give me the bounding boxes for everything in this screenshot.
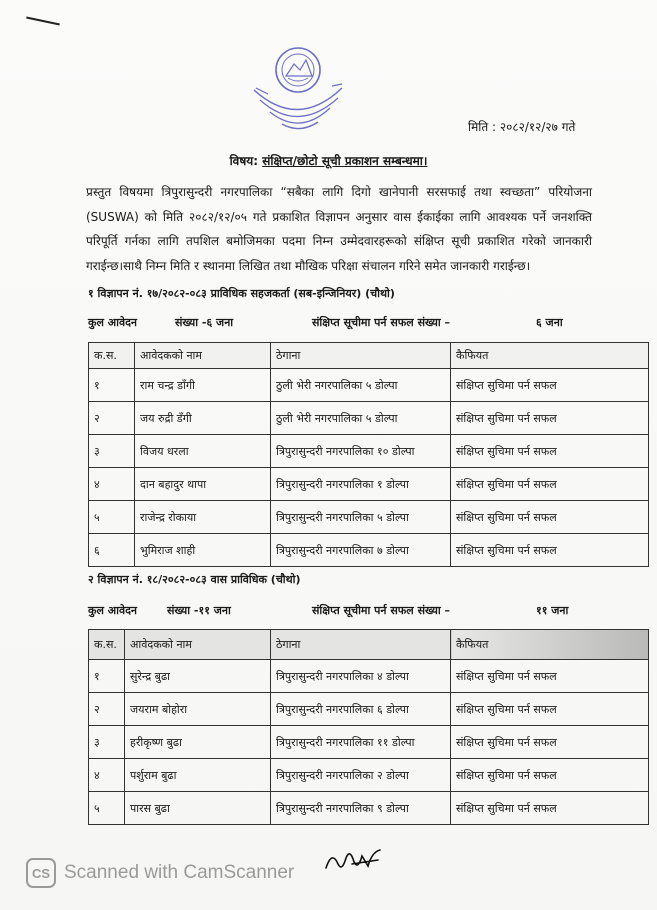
applicant-address: त्रिपुरासुन्दरी नगरपालिका ४ डोल्पा: [271, 660, 451, 693]
section-2-title: २ विज्ञापन नं. १८/२०८२-०८३ वास प्राविधिक (चौथो): [88, 573, 301, 586]
applicant-name: भुमिराज शाही: [135, 534, 271, 567]
camscanner-watermark: [26, 858, 294, 888]
row-serial: २: [89, 402, 135, 435]
row-serial: २: [89, 693, 125, 726]
table-row: [89, 501, 649, 534]
table-row: [89, 660, 649, 693]
table-row: [89, 435, 649, 468]
applicant-address: त्रिपुरासुन्दरी नगरपालिका ९ डोल्पा: [271, 792, 451, 825]
applicant-address: ठुली भेरी नगरपालिका ५ डोल्पा: [271, 369, 451, 402]
row-serial: ४: [89, 759, 125, 792]
section-1-total-label: कुल आवेदन: [88, 316, 138, 329]
section-2-total-label: कुल आवेदन: [88, 604, 138, 617]
applicant-address: त्रिपुरासुन्दरी नगरपालिका १० डोल्पा: [271, 435, 451, 468]
section-2-success-value: ११ जना: [536, 604, 569, 617]
remarks: संक्षिप्त सुचिमा पर्न सफल: [451, 501, 649, 534]
section-2-success-label: संक्षिप्त सूचीमा पर्न सफल संख्या –: [312, 604, 451, 617]
subject-prefix: विषय:: [229, 154, 259, 168]
applicant-name: पर्शुराम बुढा: [125, 759, 271, 792]
remarks: संक्षिप्त सुचिमा पर्न सफल: [451, 693, 649, 726]
row-serial: ५: [89, 792, 125, 825]
row-serial: ३: [89, 726, 125, 759]
table-header-row: [89, 630, 649, 660]
column-header: क.स.: [89, 343, 135, 369]
applicant-name: हरीकृष्ण बुढा: [125, 726, 271, 759]
section-1-success-value: ६ जना: [536, 316, 563, 329]
date-text: मिति : २०८२/१२/२७ गते: [468, 120, 576, 134]
subject-text: संक्षिप्त/छोटो सूची प्रकाशन सम्बन्धमा।: [262, 154, 428, 168]
applicant-name: सुरेन्द्र बुढा: [125, 660, 271, 693]
row-serial: ६: [89, 534, 135, 567]
column-header: आवेदकको नाम: [135, 343, 271, 369]
row-serial: १: [89, 660, 125, 693]
camscanner-logo-icon: CS: [26, 858, 56, 888]
table-row: [89, 369, 649, 402]
row-serial: ३: [89, 435, 135, 468]
column-header: आवेदकको नाम: [125, 630, 271, 660]
applicant-address: त्रिपुरासुन्दरी नगरपालिका ५ डोल्पा: [271, 501, 451, 534]
remarks: संक्षिप्त सुचिमा पर्न सफल: [451, 759, 649, 792]
applicant-address: ठुली भेरी नगरपालिका ५ डोल्पा: [271, 402, 451, 435]
table-row: [89, 759, 649, 792]
table-row: [89, 693, 649, 726]
table-row: [89, 402, 649, 435]
table-row: [89, 534, 649, 567]
signature-icon: [322, 842, 386, 876]
applicant-address: त्रिपुरासुन्दरी नगरपालिका १ डोल्पा: [271, 468, 451, 501]
remarks: संक्षिप्त सुचिमा पर्न सफल: [451, 402, 649, 435]
watermark-text: Scanned with CamScanner: [64, 862, 295, 883]
remarks: संक्षिप्त सुचिमा पर्न सफल: [451, 726, 649, 759]
applicant-name: विजय धरला: [135, 435, 271, 468]
section-2-table: [88, 629, 649, 825]
remarks: संक्षिप्त सुचिमा पर्न सफल: [451, 534, 649, 567]
table-row: [89, 726, 649, 759]
applicant-name: राम चन्द्र डाँगी: [135, 369, 271, 402]
municipality-seal-icon: [248, 38, 348, 136]
section-1-table: [88, 342, 649, 567]
applicant-name: पारस बुढा: [125, 792, 271, 825]
remarks: संक्षिप्त सुचिमा पर्न सफल: [451, 792, 649, 825]
column-header: ठेगाना: [271, 630, 451, 660]
remarks: संक्षिप्त सुचिमा पर्न सफल: [451, 660, 649, 693]
column-header: कैफियत: [451, 630, 649, 660]
section-1-total-value: संख्या -६ जना: [175, 316, 234, 329]
applicant-name: दान बहादुर थापा: [135, 468, 271, 501]
table-row: [89, 468, 649, 501]
table-row: [89, 792, 649, 825]
column-header: क.स.: [89, 630, 125, 660]
column-header: कैफियत: [451, 343, 649, 369]
applicant-name: जयराम बोहोरा: [125, 693, 271, 726]
column-header: ठेगाना: [271, 343, 451, 369]
applicant-address: त्रिपुरासुन्दरी नगरपालिका ६ डोल्पा: [271, 693, 451, 726]
body-paragraph: प्रस्तुत विषयमा त्रिपुरासुन्दरी नगरपालिका “सबैका लागि दिगो खानेपानी सरसफाई तथा स्वच्छता” परियोजना (SUSWA) को मिति २०८२/१२/०५ गते प्रकाशित विज्ञापन अनुसार वास ईकाईका लागि आवश्यक पर्ने जनशक्ति परिपूर्ति गर्नका लागि तपशिल बमोजिमका पदमा निम्न उम्मेदवारहरूको संक्षिप्त सूची प्रकाशित गरेको जानकारी गराईन्छ।साथै निम्न मिति र स्थानमा लिखित तथा मौखिक परिक्षा संचालन गरिने समेत जानकारी गराईन्छ।: [86, 185, 592, 273]
table-header-row: [89, 343, 649, 369]
applicant-name: जय रुद्री डँगी: [135, 402, 271, 435]
subject-line: [0, 152, 657, 169]
applicant-address: त्रिपुरासुन्दरी नगरपालिका २ डोल्पा: [271, 759, 451, 792]
remarks: संक्षिप्त सुचिमा पर्न सफल: [451, 369, 649, 402]
remarks: संक्षिप्त सुचिमा पर्न सफल: [451, 435, 649, 468]
applicant-name: राजेन्द्र रोकाया: [135, 501, 271, 534]
section-1-title: १ विज्ञापन नं. १७/२०८२-०८३ प्राविधिक सहजकर्ता (सब-इन्जिनियर) (चौथो): [88, 287, 395, 300]
row-serial: १: [89, 369, 135, 402]
remarks: संक्षिप्त सुचिमा पर्न सफल: [451, 468, 649, 501]
row-serial: ४: [89, 468, 135, 501]
row-serial: ५: [89, 501, 135, 534]
section-1-success-label: संक्षिप्त सूचीमा पर्न सफल संख्या –: [312, 316, 451, 329]
section-2-total-value: संख्या -११ जना: [167, 604, 231, 617]
applicant-address: त्रिपुरासुन्दरी नगरपालिका ११ डोल्पा: [271, 726, 451, 759]
pen-mark: [26, 16, 60, 25]
applicant-address: त्रिपुरासुन्दरी नगरपालिका ७ डोल्पा: [271, 534, 451, 567]
